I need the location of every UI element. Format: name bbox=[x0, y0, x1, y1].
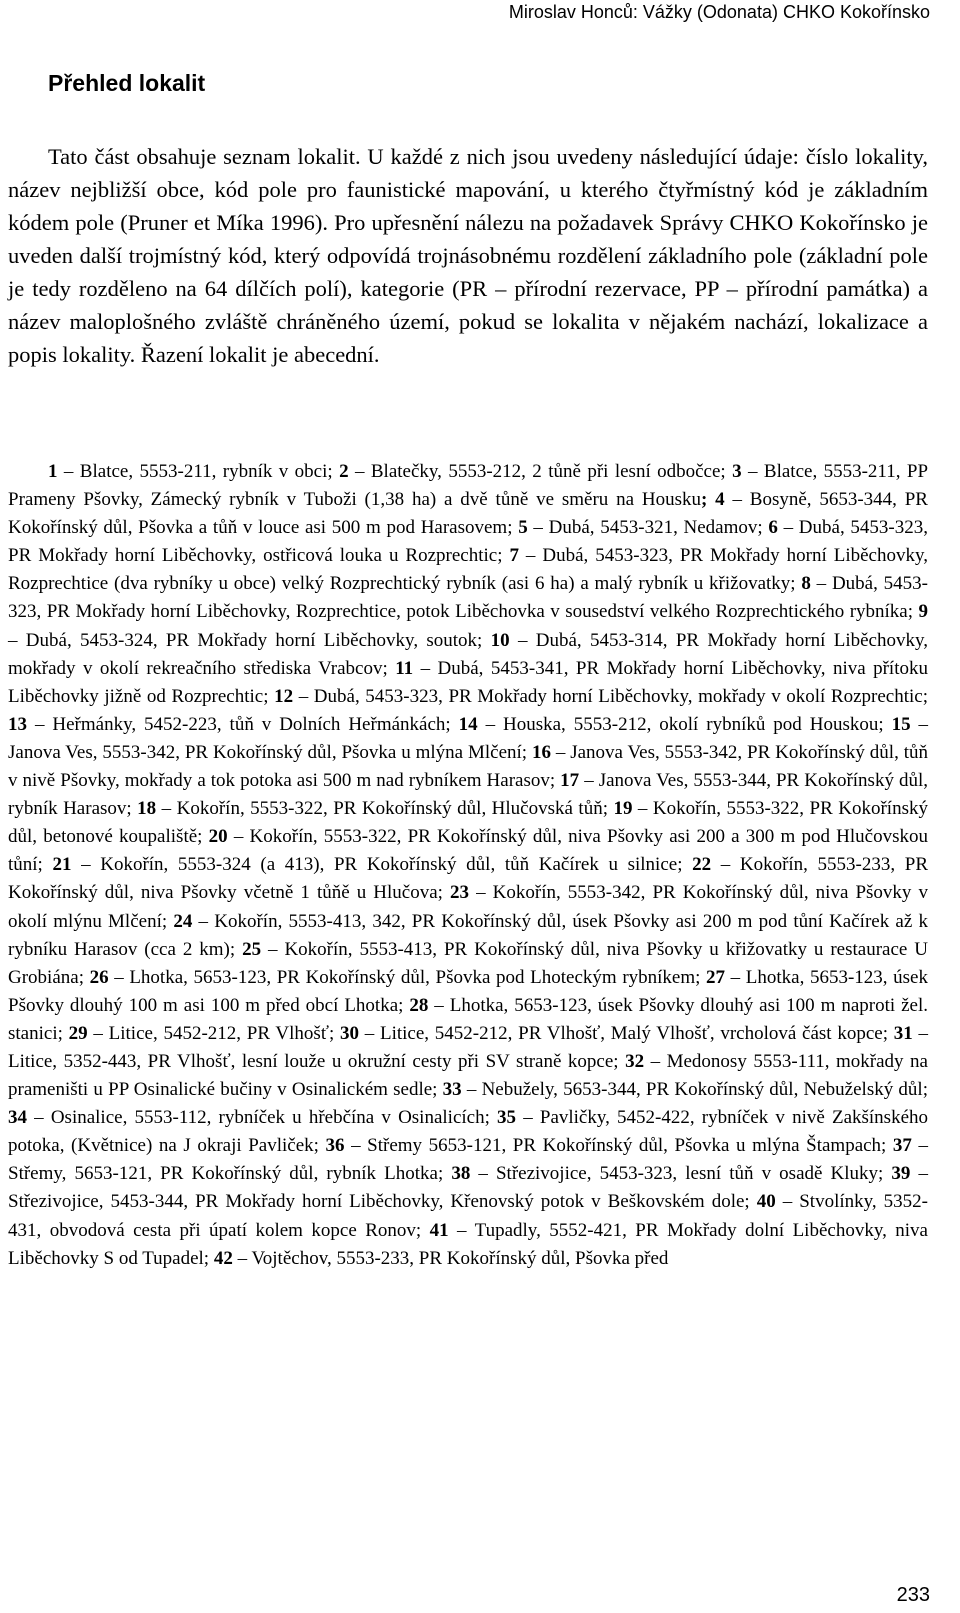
locality-description: – Litice, 5452-212, PR Vlhošť, Malý Vlhošť, vrcholová část kopce; bbox=[358, 1022, 894, 1044]
section-title: Přehled lokalit bbox=[48, 70, 206, 96]
locality-description: – Kokořín, 5553-322, PR Kokořínský důl, betonové koupaliště; bbox=[8, 798, 928, 848]
locality-number: 23 bbox=[450, 882, 470, 904]
locality-description: – Osinalice, 5553-112, rybníček u hřebčína v Osinalicích; bbox=[27, 1107, 498, 1129]
locality-description: – Kokořín, 5553-342, PR Kokořínský důl, niva Pšovky v okolí mlýnu Mlčení; bbox=[8, 882, 928, 932]
locality-description: – Střezivojice, 5453-323, lesní tůň v osadě Kluky; bbox=[470, 1163, 892, 1185]
locality-description: – Kokořín, 5553-413, PR Kokořínský důl, niva Pšovky u křižovatky u restaurace U Grobiána; bbox=[8, 938, 928, 988]
locality-number: 11 bbox=[395, 657, 414, 679]
locality-number: 1 bbox=[48, 461, 58, 482]
locality-number: 3 bbox=[732, 461, 742, 482]
intro-paragraph: Tato část obsahuje seznam lokalit. U každé z nich jsou uvedeny následující údaje: číslo lokality, název nejbližší obce, kód pole pro faunistické mapování, u kterého čtyřmístný kód je základním kódem pole (Pruner et Míka 1996). Pro upřesnění nálezu na požadavek Správy CHKO Kokořínsko je uveden další trojmístný kód, který odpovídá trojnásobnému rozdělení základního pole (základní pole je tedy rozděleno na 64 dílčích polí), kategorie (PR – přírodní rezervace, PP – přírodní památka) a název maloplošného zvláště chráněného území, pokud se lokalita v nějakém nachází, lokalizace a popis lokality. Řazení lokalit je abecední. bbox=[8, 144, 928, 367]
locality-description: – Blatce, 5553-211, rybník v obci; bbox=[57, 461, 340, 482]
locality-description: – Pavličky, 5452-422, rybníček v nivě Zakšínského potoka, (Květnice) na J okraji Pavliček; bbox=[8, 1107, 929, 1157]
locality-number: 15 bbox=[891, 713, 911, 735]
locality-description: – Střezivojice, 5453-344, PR Mokřady horní Liběchovky, Křenovský potok v Beškovském dole; bbox=[8, 1163, 928, 1213]
locality-description: – Střemy 5653-121, PR Kokořínský důl, Pšovka u mlýna Štampach; bbox=[344, 1135, 893, 1157]
locality-number: 39 bbox=[891, 1163, 911, 1185]
locality-description: – Kokořín, 5553-322, PR Kokořínský důl, niva Pšovky asi 200 a 300 m pod Hlučovskou tůní; bbox=[8, 826, 928, 876]
locality-number: ; bbox=[700, 489, 708, 511]
locality-number: 6 bbox=[768, 517, 778, 539]
locality-number: 14 bbox=[458, 713, 478, 735]
locality-description: – Vojtěchov, 5553-233, PR Kokořínský důl, Pšovka před bbox=[232, 1247, 669, 1269]
locality-description: – Blatečky, 5553-212, 2 tůně při lesní odbočce; bbox=[348, 461, 733, 482]
locality-number: 30 bbox=[339, 1022, 359, 1044]
locality-number: 17 bbox=[560, 770, 580, 792]
locality-number: 42 bbox=[213, 1247, 233, 1269]
locality-number: 18 bbox=[137, 798, 157, 820]
locality-description: – Střemy, 5653-121, PR Kokořínský důl, rybník Lhotka; bbox=[8, 1135, 928, 1185]
locality-description: – Kokořín, 5553-322, PR Kokořínský důl, Hlučovská tůň; bbox=[156, 798, 614, 820]
locality-description: – Tupadly, 5552-421, PR Mokřady dolní Liběchovky, niva Liběchovky S od Tupadel; bbox=[8, 1219, 928, 1269]
locality-number: 9 bbox=[918, 601, 928, 623]
locality-number: 12 bbox=[274, 685, 294, 707]
locality-description: – Janova Ves, 5553-344, PR Kokořínský důl, rybník Harasov; bbox=[8, 770, 929, 820]
locality-number: 22 bbox=[692, 854, 712, 876]
locality-number: 2 bbox=[339, 461, 349, 482]
locality-number: 28 bbox=[409, 994, 429, 1016]
locality-number: 37 bbox=[892, 1135, 912, 1157]
locality-number: 31 bbox=[893, 1022, 913, 1044]
locality-description: – Dubá, 5453-323, PR Mokřady horní Liběchovky, mokřady v okolí Rozprechtic; bbox=[293, 685, 928, 707]
locality-description: – Dubá, 5453-321, Nedamov; bbox=[527, 517, 769, 539]
locality-description: – Litice, 5352-443, PR Vlhošť, lesní louže u okružní cesty při SV straně kopce; bbox=[8, 1022, 929, 1072]
locality-number: 25 bbox=[242, 938, 262, 960]
locality-number: 34 bbox=[8, 1107, 27, 1129]
locality-description: – Kokořín, 5553-413, 342, PR Kokořínský důl, úsek Pšovky asi 200 m pod tůní Kačírek až k rybníku Harasov (cca 2 km); bbox=[8, 910, 928, 960]
locality-description: – Nebužely, 5653-344, PR Kokořínský důl, Nebuželský důl; bbox=[461, 1079, 928, 1101]
locality-number: 38 bbox=[451, 1163, 471, 1185]
locality-number: 41 bbox=[429, 1219, 449, 1241]
locality-number: 13 bbox=[8, 713, 27, 735]
locality-description: – Dubá, 5453-314, PR Mokřady horní Liběchovky, mokřady v okolí rekreačního střediska Vrabcov; bbox=[8, 629, 929, 679]
locality-description: – Litice, 5452-212, PR Vlhošť; bbox=[87, 1022, 340, 1044]
locality-number: 32 bbox=[625, 1050, 645, 1072]
locality-description: – Kokořín, 5553-324 (a 413), PR Kokořínský důl, tůň Kačírek u silnice; bbox=[71, 854, 693, 876]
locality-description: – Dubá, 5453-323, PR Mokřady horní Liběchovky, Rozprechtice, potok Liběchovka v sousedství velkého Rozprechtického rybníka; bbox=[8, 573, 928, 623]
locality-number: 5 bbox=[518, 517, 528, 539]
locality-description: – Heřmánky, 5452-223, tůň v Dolních Heřmánkách; bbox=[27, 713, 459, 735]
locality-number: 24 bbox=[173, 910, 193, 932]
localities-list bbox=[8, 458, 928, 1273]
locality-number: 33 bbox=[442, 1079, 462, 1101]
locality-description: – Dubá, 5453-323, PR Mokřady horní Liběchovky, ostřicová louka u Rozprechtic; bbox=[8, 517, 929, 567]
locality-description: – Stvolínky, 5352-431, obvodová cesta při úpatí kolem kopce Ronov; bbox=[8, 1191, 928, 1241]
locality-number: 40 bbox=[756, 1191, 776, 1213]
page-number: 233 bbox=[896, 1584, 930, 1606]
locality-description: – Dubá, 5453-324, PR Mokřady horní Liběchovky, soutok; bbox=[8, 629, 491, 651]
locality-description: – Lhotka, 5653-123, PR Kokořínský důl, Pšovka pod Lhoteckým rybníkem; bbox=[108, 966, 707, 988]
locality-number: 36 bbox=[325, 1135, 345, 1157]
locality-number: 4 bbox=[715, 489, 725, 511]
locality-number: 21 bbox=[52, 854, 72, 876]
locality-number: 19 bbox=[613, 798, 633, 820]
locality-description: – Houska, 5553-212, okolí rybníků pod Houskou; bbox=[477, 713, 892, 735]
locality-description: – Lhotka, 5653-123, úsek Pšovky dlouhý 100 m asi 100 m před obcí Lhotka; bbox=[8, 966, 928, 1016]
locality-description: – Janova Ves, 5553-342, PR Kokořínský důl, Pšovka u mlýna Mlčení; bbox=[8, 713, 928, 763]
locality-number: 26 bbox=[89, 966, 109, 988]
locality-description: – Dubá, 5453-323, PR Mokřady horní Liběchovky, Rozprechtice (dva rybníky u obce) velký Rozprechtický rybník (asi 6 ha) a malý rybník u křižovatky; bbox=[8, 545, 928, 595]
locality-number: 8 bbox=[801, 573, 811, 595]
locality-description: – Dubá, 5453-341, PR Mokřady horní Liběchovky, niva přítoku Liběchovky jižně od Rozprechtic; bbox=[8, 657, 928, 707]
locality-description: – Medonosy 5553-111, mokřady na prameništi u PP Osinalické bučiny v Osinalickém sedle; bbox=[8, 1050, 928, 1101]
locality-number: 29 bbox=[68, 1022, 88, 1044]
locality-number: 27 bbox=[706, 966, 726, 988]
running-head: Miroslav Honců: Vážky (Odonata) CHKO Kokořínsko bbox=[508, 2, 930, 22]
locality-description: – Lhotka, 5653-123, úsek Pšovky dlouhý asi 100 m naproti žel. stanici; bbox=[8, 994, 928, 1044]
locality-number: 20 bbox=[208, 826, 228, 848]
locality-description: – Janova Ves, 5553-342, PR Kokořínský důl, tůň v nivě Pšovky, mokřady a tok potoka asi 500 m nad rybníkem Harasov; bbox=[8, 741, 928, 792]
locality-number: 16 bbox=[531, 741, 551, 763]
locality-description: – Kokořín, 5553-233, PR Kokořínský důl, niva Pšovky včetně 1 tůňě u Hlučova; bbox=[8, 854, 928, 904]
locality-description bbox=[707, 489, 715, 510]
locality-number: 10 bbox=[490, 629, 510, 651]
locality-description: – Blatce, 5553-211, PP Prameny Pšovky, Zámecký rybník v Tuboži (1,38 ha) a dvě tůně ve směru na Housku bbox=[8, 461, 929, 511]
locality-number: 7 bbox=[509, 545, 519, 567]
locality-description: – Bosyně, 5653-344, PR Kokořínský důl, Pšovka a tůň v louce asi 500 m pod Harasovem; bbox=[8, 489, 928, 539]
locality-number: 35 bbox=[497, 1107, 517, 1129]
